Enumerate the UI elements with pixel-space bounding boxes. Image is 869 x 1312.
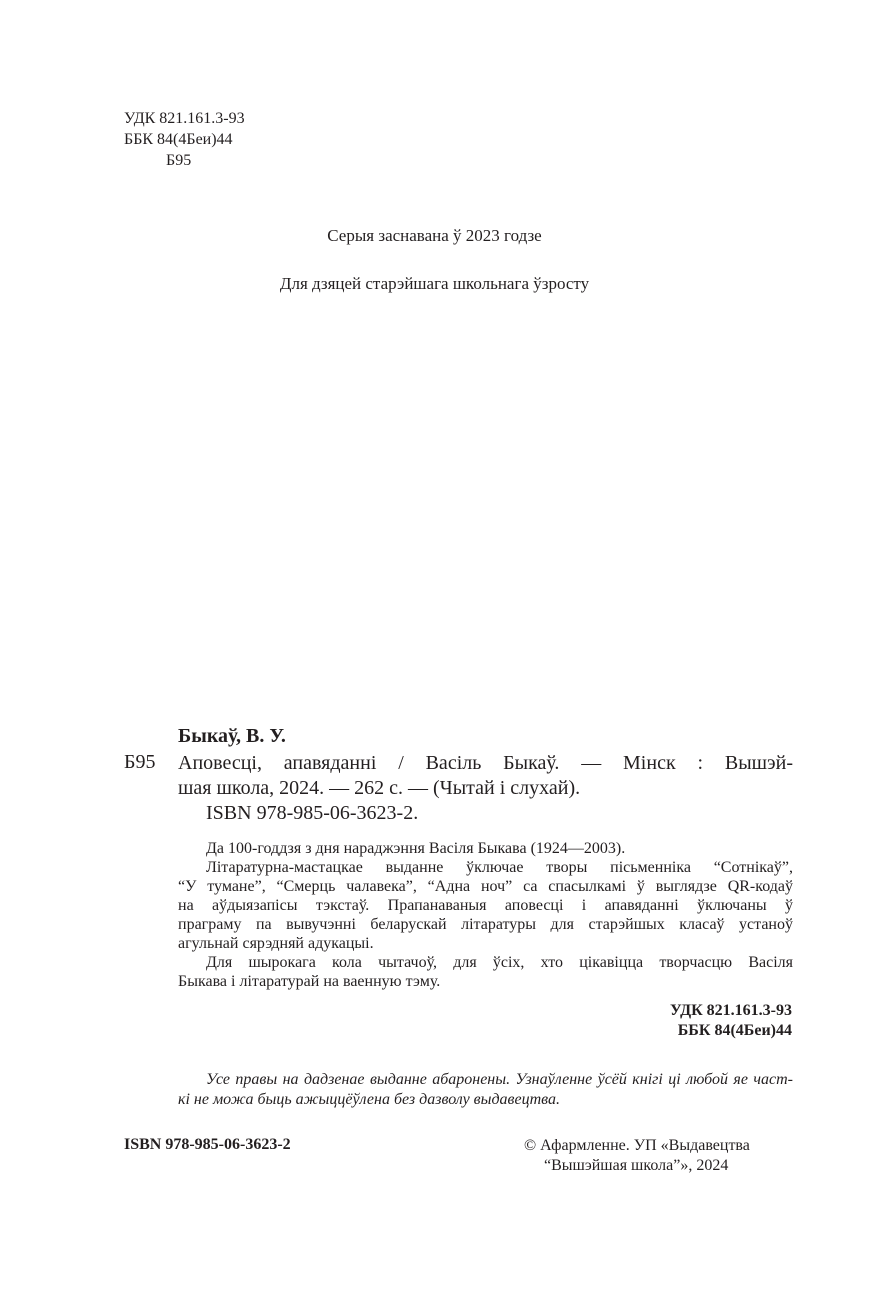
bib-line: шая школа, 2024. — 262 с. — (Чытай і слухай). xyxy=(178,777,581,799)
bib-line: Аповесці, апавяданні / Васіль Быкаў. — Мінск : Вышэй- xyxy=(178,752,793,774)
bbk-code-bold: ББК 84(4Беи)44 xyxy=(677,1022,792,1039)
rights-line: Усе правы на дадзенае выданне абаронены. Узнаўленне ўсёй кнігі ці любой яе част- xyxy=(206,1071,793,1088)
classification-block xyxy=(124,108,245,171)
copyright-line: “Вышэйшая школа”», 2024 xyxy=(544,1157,729,1174)
series-note: Серыя заснавана ў 2023 годзе xyxy=(327,226,542,245)
annotation-line: “У тумане”, “Смерць чалавека”, “Адна ноч” са спасылкамі ў выглядзе QR-кодаў xyxy=(178,878,793,895)
classification-repeat xyxy=(670,1001,792,1041)
bibliographic-record xyxy=(178,751,793,826)
annotation-line: на аўдыязапісы тэкстаў. Прапанаваныя аповесці і апавяданні ўключаны ў xyxy=(178,897,793,914)
audience-note: Для дзяцей старэйшага школьнага ўзросту xyxy=(279,274,590,293)
annotation-line: Да 100-годдзя з дня нараджэння Васіля Быкава (1924—2003). xyxy=(206,840,626,857)
isbn-footer: ISBN 978-985-06-3623-2 xyxy=(124,1136,291,1153)
copyright-notice xyxy=(524,1136,750,1176)
annotation-line: агульнай сярэдняй адукацыі. xyxy=(178,935,374,952)
bib-isbn: ISBN 978-985-06-3623-2. xyxy=(206,802,419,824)
copyright-line: © Афармленне. УП «Выдавецтва xyxy=(524,1137,750,1154)
annotation-line: праграму па вывучэнні беларускай літаратуры для старэйшых класаў устаноў xyxy=(178,916,793,933)
annotation-line: Для шырокага кола чытачоў, для ўсіх, хто цікавіцца творчасцю Васіля xyxy=(206,954,793,971)
annotation-line: Літаратурна-мастацкае выданне ўключае творы пісьменніка “Сотнікаў”, xyxy=(206,859,793,876)
annotation xyxy=(178,839,793,991)
udc-code-bold: УДК 821.161.3-93 xyxy=(669,1002,792,1019)
author-mark: Б95 xyxy=(166,152,192,169)
bib-author-mark: Б95 xyxy=(124,751,156,773)
udc-code: УДК 821.161.3-93 xyxy=(124,110,245,127)
bib-author: Быкаў, В. У. xyxy=(178,725,286,747)
bbk-code: ББК 84(4Беи)44 xyxy=(124,131,233,148)
rights-line: кі не можа быць ажыццёўлена без дазволу выдавецтва. xyxy=(178,1091,560,1108)
rights-notice xyxy=(178,1070,793,1110)
annotation-line: Быкава і літаратурай на ваенную тэму. xyxy=(178,973,441,990)
